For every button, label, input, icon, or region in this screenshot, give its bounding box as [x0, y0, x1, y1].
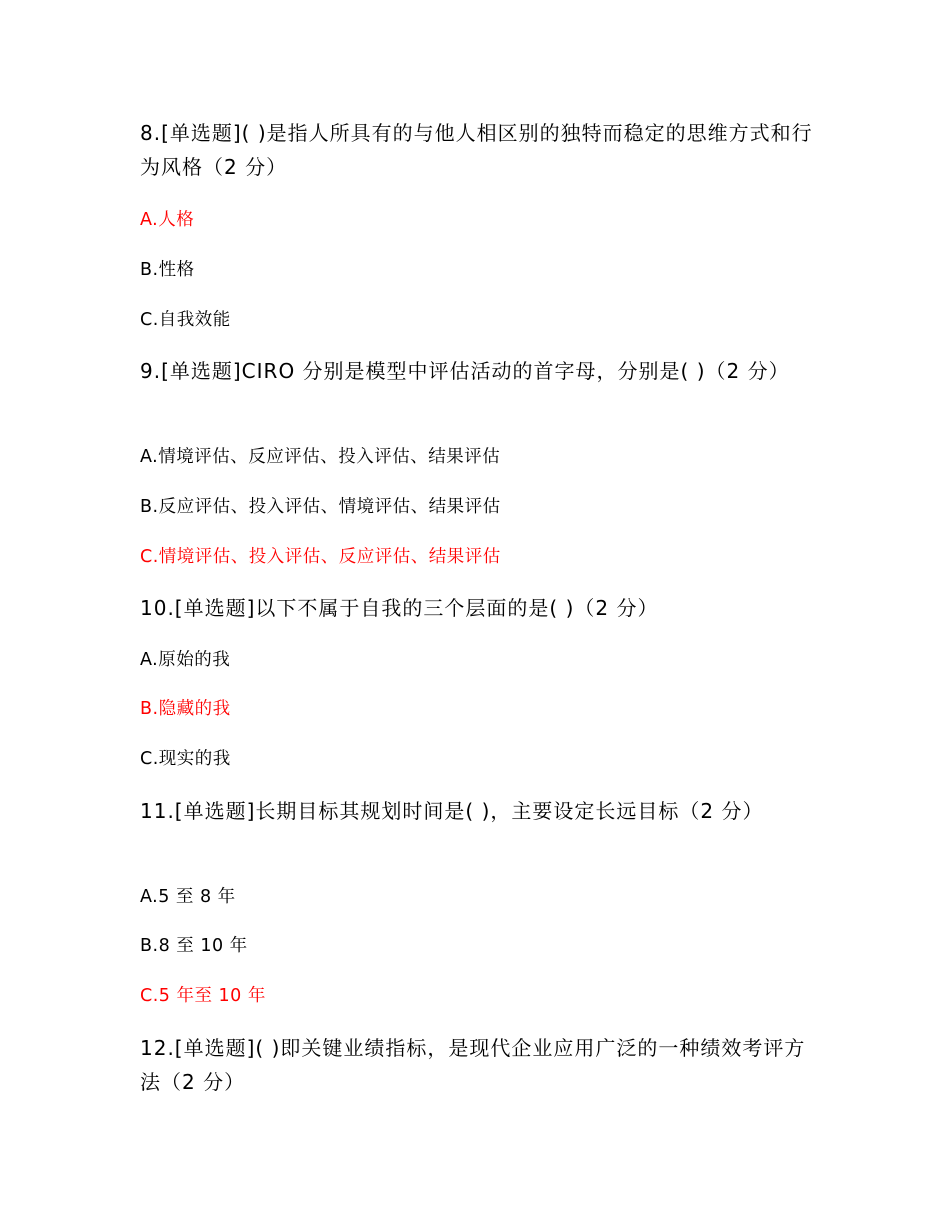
question-10: 10.[单选题]以下不属于自我的三个层面的是( )（2 分）: [140, 596, 659, 620]
document-page: [140, 0, 820, 1230]
option-11-c: C.5 年至 10 年: [140, 986, 266, 1006]
option-10-a: A.原始的我: [140, 650, 231, 670]
option-10-c: C.现实的我: [140, 749, 231, 769]
option-11-b: B.8 至 10 年: [140, 936, 248, 956]
option-9-b: B.反应评估、投入评估、情境评估、结果评估: [140, 497, 501, 517]
option-10-b: B.隐藏的我: [140, 699, 231, 719]
question-12: 12.[单选题]( )即关键业绩指标，是现代企业应用广泛的一种绩效考评方法（2 分）: [140, 1036, 806, 1094]
option-9-a: A.情境评估、反应评估、投入评估、结果评估: [140, 447, 501, 467]
option-8-c: C.自我效能: [140, 310, 231, 330]
question-11: 11.[单选题]长期目标其规划时间是( )，主要设定长远目标（2 分）: [140, 799, 764, 823]
option-9-c: C.情境评估、投入评估、反应评估、结果评估: [140, 547, 501, 567]
question-9: 9.[单选题]CIRO 分别是模型中评估活动的首字母，分别是( )（2 分）: [140, 359, 790, 383]
option-11-a: A.5 至 8 年: [140, 887, 236, 907]
question-8: 8.[单选题]( )是指人所具有的与他人相区别的独特而稳定的思维方式和行为风格（2 分）: [140, 121, 813, 179]
option-8-a: A.人格: [140, 210, 195, 230]
option-8-b: B.性格: [140, 260, 195, 280]
